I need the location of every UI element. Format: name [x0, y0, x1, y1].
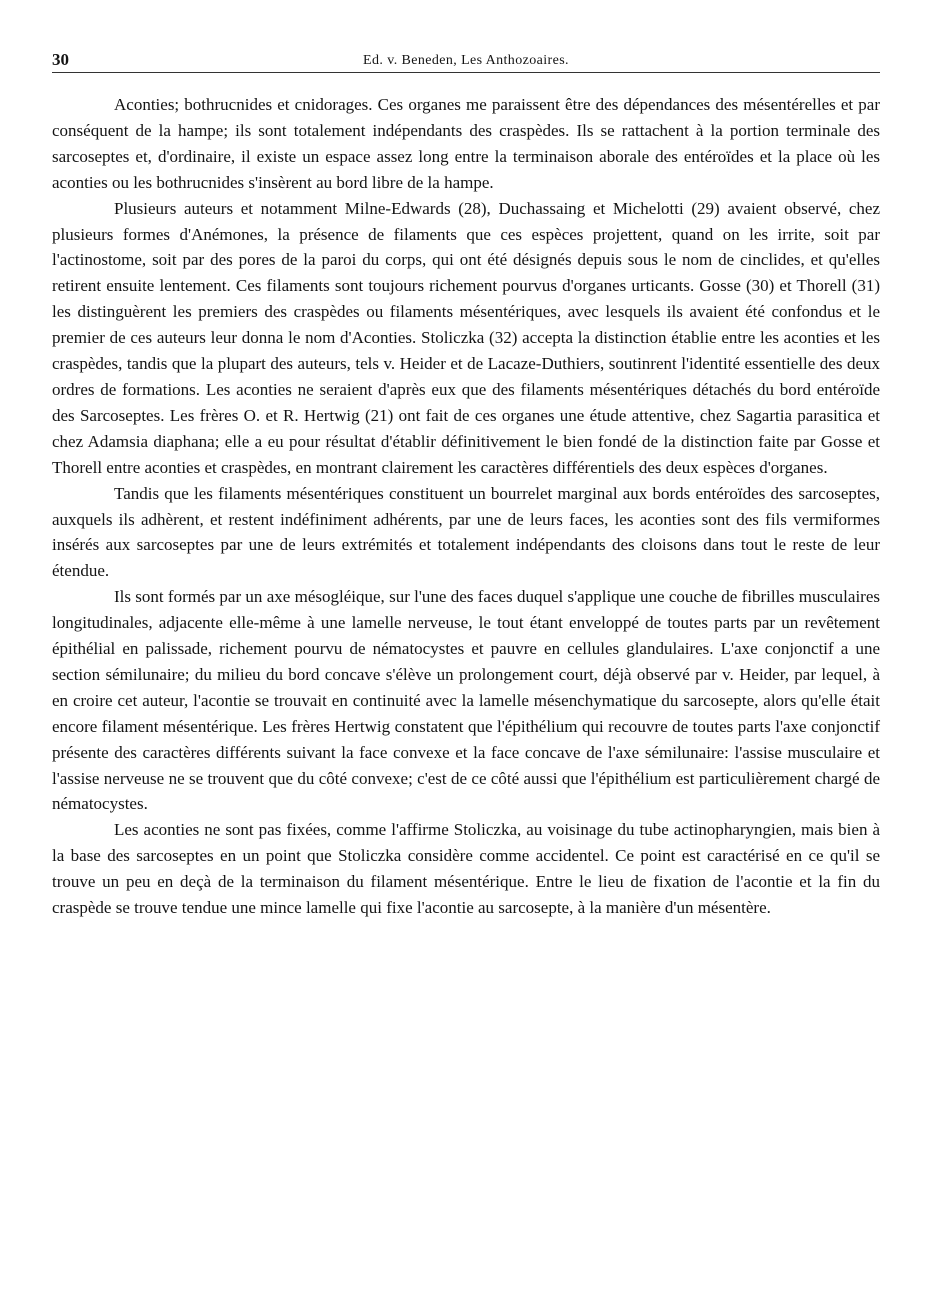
paragraph-history: Plusieurs auteurs et notamment Milne-Edwards (28), Duchassaing et Michelotti (29) avaient observé, chez plusieurs formes d'Anémones, la présence de filaments que ces espèces projettent, quand on les irrite, soit par l'actinostome, soit par des pores de la paroi du corps, qui ont été désignés depuis sous le nom de cinclides, et qu'elles retirent ensuite lentement. Ces filaments sont toujours richement pourvus d'organes urticants. Gosse (30) et Thorell (31) les distinguèrent les premiers des craspèdes ou filaments mésentériques, avec lesquels ils avaient été confondus et le premier de ces auteurs leur donna le nom d'Aconties. Stoliczka (32) accepta la distinction établie entre les aconties et les craspèdes, tandis que la plupart des auteurs, tels v. Heider et de Lacaze-Duthiers, soutinrent l'identité essentielle des deux ordres de formations. Les aconties ne seraient d'après eux que des filaments mésentériques détachés du bord entéroïde des Sarcoseptes. Les frères O. et R. Hertwig (21) ont fait de ces organes une étude attentive, chez Sagartia parasitica et chez Adamsia diaphana; elle a eu pour résultat d'établir définitivement le bien fondé de la distinction faite par Gosse et Thorell entre aconties et craspèdes, en montrant clairement les caractères différentiels des deux espèces d'organes.: [52, 198, 880, 477]
paragraph-structure: Ils sont formés par un axe mésogléique, sur l'une des faces duquel s'applique une couche de fibrilles musculaires longitudinales, adjacente elle-même à une lamelle nerveuse, le tout étant enveloppé de toutes parts par un revêtement épithélial en palissade, richement pourvu de nématocystes et pauvre en cellules glandulaires. L'axe conjonctif a une section sémilunaire; du milieu du bord concave s'élève un prolongement court, déjà observé par v. Heider, par lequel, à en croire cet auteur, l'acontie se trouvait en continuité avec la lamelle mésenchymatique du sarcosepte, alors qu'elle était encore filament mésentérique. Les frères Hertwig constatent que l'épithélium qui recouvre de toutes parts l'axe conjonctif présente des caractères différents suivant la face convexe et la face concave de l'axe sémilunaire: l'assise musculaire et l'assise nerveuse ne se trouvent que du côté convexe; c'est de ce côté aussi que l'épithélium est particulièrement chargé de nématocystes.: [52, 587, 880, 814]
page-header: [52, 50, 880, 73]
paragraph-fixation: Les aconties ne sont pas fixées, comme l'affirme Stoliczka, au voisinage du tube actinopharyngien, mais bien à la base des sarcoseptes en un point que Stoliczka considère comme accidentel. Ce point est caractérisé en ce qu'il se trouve un peu en deçà de la terminaison du filament mésentérique. Entre le lieu de fixation de l'acontie et la fin du craspède se trouve tendue une mince lamelle qui fixe l'acontie au sarcosepte, à la manière d'un mésentère.: [52, 820, 880, 918]
paragraph-comparison: Tandis que les filaments mésentériques constituent un bourrelet marginal aux bords entéroïdes des sarcoseptes, auxquels ils adhèrent, et restent indéfiniment adhérents, par une de leurs faces, les aconties sont des fils vermiformes insérés aux sarcoseptes par une de leurs extrémités et totalement indépendants des cloisons dans tout le reste de leur étendue.: [52, 483, 880, 581]
paragraph-aconties-intro: Aconties; bothrucnides et cnidorages. Ces organes me paraissent être des dépendances des mésentérelles et par conséquent de la hampe; ils sont totalement indépendants des craspèdes. Ils se rattachent à la portion terminale des sarcoseptes et, d'ordinaire, il existe un espace assez long entre la terminaison aborale des entéroïdes et la place où les aconties ou les bothrucnides s'insèrent au bord libre de la hampe.: [52, 95, 880, 192]
running-head: Ed. v. Beneden, Les Anthozoaires.: [363, 53, 569, 68]
body-text: [52, 92, 880, 921]
page-number: 30: [52, 50, 69, 69]
